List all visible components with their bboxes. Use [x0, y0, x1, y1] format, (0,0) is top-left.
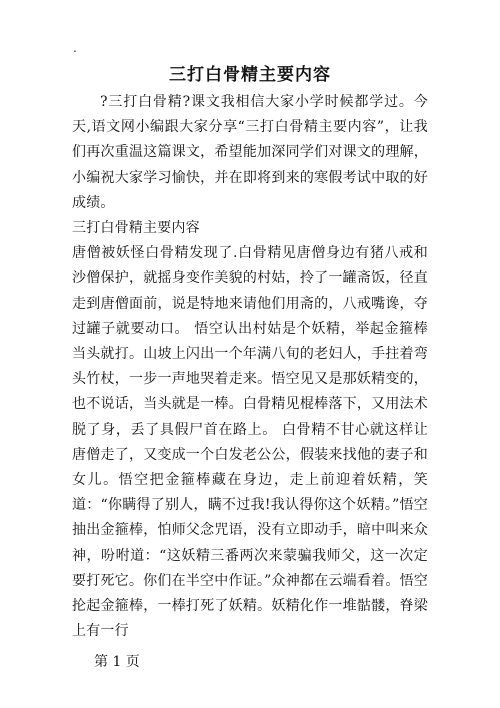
page-title: 三打白骨精主要内容	[169, 65, 331, 85]
page-marker: .	[73, 41, 77, 55]
intro-paragraph: ?三打白骨精?课文我相信大家小学时候都学过。今天,语文网小编跟大家分享“三打白骨精主要内容”，让我们再次重温这篇课文，希望能加深同学们对课文的理解，小编祝大家学习愉快，并在即将到来的寒假考试中取的好成绩。	[72, 94, 428, 211]
main-paragraph: 唐僧被妖怪白骨精发现了.白骨精见唐僧身边有猪八戒和沙僧保护，就摇身变作美貌的村姑，拎了一罐斋饭，径直走到唐僧面前，说是特地来请他们用斋的，八戒嘴谗，夺过罐子就要动口。 悟空认出村姑是个妖精，举起金箍棒当头就打。山坡上闪出一个年满八旬的老妇人，手拄着弯头竹杖，一步一声地哭着走来。悟空见又是那妖精变的，也不说话，当头就是一棒。白骨精见棍棒落下，又用法术脱了身，丢了具假尸首在路上。 白骨精不甘心就这样让唐僧走了，又变成一个白发老公公，假装来找他的妻子和女儿。悟空把金箍棒藏在身边，走上前迎着妖精，笑道：“你瞒得了别人，瞒不过我!我认得你这个妖精。”悟空抽出金箍棒，怕师父念咒语，没有立即动手，暗中叫来众神，吩咐道：“这妖精三番两次来蒙骗我师父，这一次定要打死它。你们在半空中作证。”众神都在云端看着。悟空抡起金箍棒，一棒打死了妖精。妖精化作一堆骷髅，脊梁上有一行	[72, 245, 428, 640]
page-number: 第 1 页	[94, 654, 140, 670]
section-heading: 三打白骨精主要内容	[72, 220, 200, 237]
document-body	[72, 90, 428, 644]
